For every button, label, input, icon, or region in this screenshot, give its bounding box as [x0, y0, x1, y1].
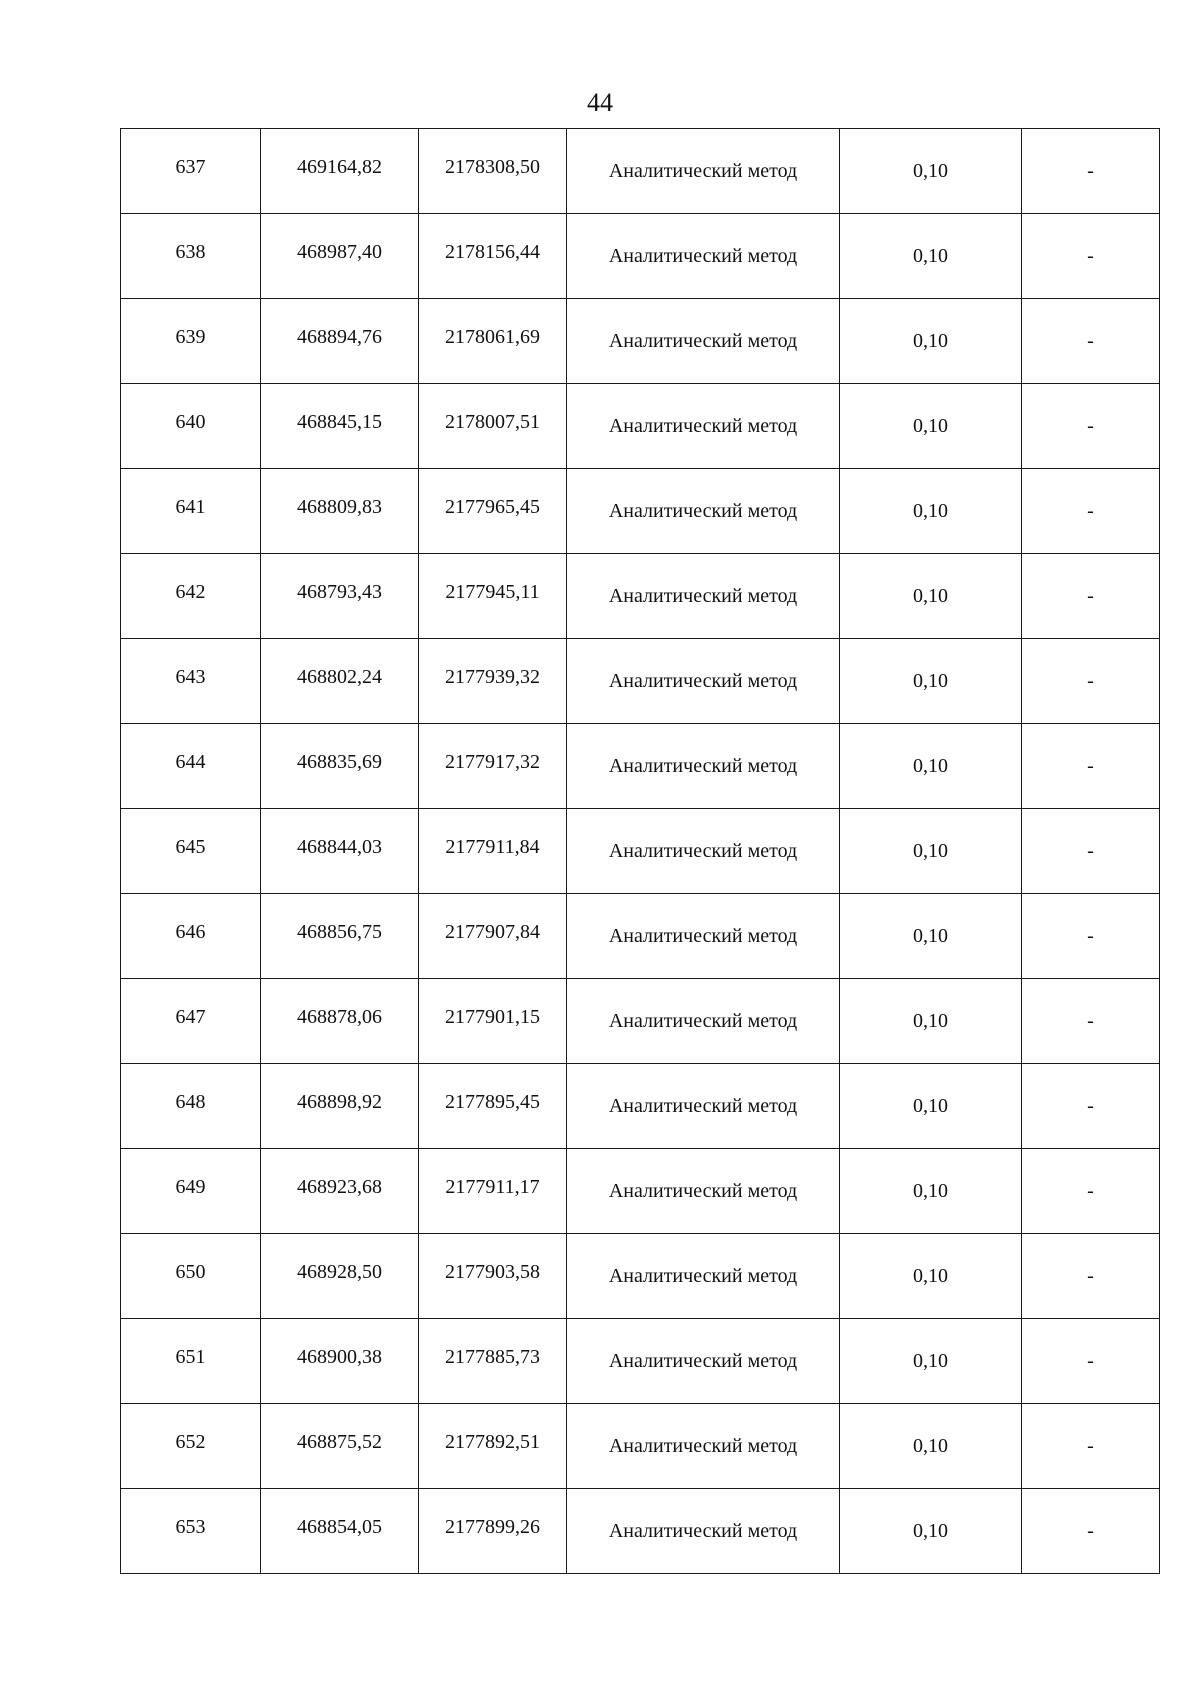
- point-number: 648: [175, 1091, 206, 1113]
- method-cell: [567, 1404, 840, 1489]
- table-row: [121, 129, 1160, 214]
- note-cell: [1022, 809, 1160, 894]
- x-coordinate-cell: [261, 1489, 419, 1574]
- method-cell: [567, 1234, 840, 1319]
- method-text: Аналитический метод: [608, 415, 798, 437]
- y-coordinate: 2178156,44: [445, 241, 540, 263]
- x-coordinate-cell: [261, 1404, 419, 1489]
- point-number-cell: [121, 639, 261, 724]
- x-coordinate-cell: [261, 979, 419, 1064]
- note-text: -: [1087, 500, 1094, 522]
- point-number-cell: [121, 1489, 261, 1574]
- method-text: Аналитический метод: [608, 1010, 798, 1032]
- table-row: [121, 1234, 1160, 1319]
- y-coordinate-cell: [419, 1489, 567, 1574]
- accuracy-cell: [840, 1149, 1022, 1234]
- coordinates-table-body: [121, 129, 1160, 1574]
- accuracy-cell: [840, 554, 1022, 639]
- table-row: [121, 1319, 1160, 1404]
- method-cell: [567, 979, 840, 1064]
- point-number-cell: [121, 724, 261, 809]
- accuracy-cell: [840, 1064, 1022, 1149]
- method-cell: [567, 639, 840, 724]
- x-coordinate-cell: [261, 469, 419, 554]
- y-coordinate-cell: [419, 894, 567, 979]
- accuracy-value: 0,10: [913, 1520, 948, 1542]
- x-coordinate-cell: [261, 639, 419, 724]
- table-row: [121, 469, 1160, 554]
- note-text: -: [1087, 1435, 1094, 1457]
- table-row: [121, 724, 1160, 809]
- accuracy-cell: [840, 299, 1022, 384]
- accuracy-value: 0,10: [913, 755, 948, 777]
- x-coordinate: 469164,82: [297, 156, 382, 178]
- table-row: [121, 809, 1160, 894]
- x-coordinate: 468900,38: [297, 1346, 382, 1368]
- method-text: Аналитический метод: [608, 1435, 798, 1457]
- x-coordinate-cell: [261, 894, 419, 979]
- accuracy-value: 0,10: [913, 670, 948, 692]
- y-coordinate-cell: [419, 639, 567, 724]
- x-coordinate: 468835,69: [297, 751, 382, 773]
- point-number-cell: [121, 979, 261, 1064]
- accuracy-cell: [840, 894, 1022, 979]
- note-cell: [1022, 129, 1160, 214]
- coordinates-table: [120, 128, 1160, 1574]
- point-number: 649: [175, 1176, 206, 1198]
- accuracy-cell: [840, 639, 1022, 724]
- point-number: 650: [175, 1261, 206, 1283]
- note-text: -: [1087, 755, 1094, 777]
- note-cell: [1022, 724, 1160, 809]
- note-cell: [1022, 214, 1160, 299]
- y-coordinate: 2177907,84: [445, 921, 540, 943]
- y-coordinate-cell: [419, 384, 567, 469]
- note-cell: [1022, 1234, 1160, 1319]
- y-coordinate-cell: [419, 1234, 567, 1319]
- y-coordinate: 2177885,73: [445, 1346, 540, 1368]
- note-text: -: [1087, 160, 1094, 182]
- x-coordinate: 468875,52: [297, 1431, 382, 1453]
- table-row: [121, 554, 1160, 639]
- accuracy-cell: [840, 129, 1022, 214]
- y-coordinate-cell: [419, 809, 567, 894]
- x-coordinate: 468923,68: [297, 1176, 382, 1198]
- point-number: 641: [175, 496, 206, 518]
- y-coordinate: 2177901,15: [445, 1006, 540, 1028]
- y-coordinate-cell: [419, 724, 567, 809]
- method-text: Аналитический метод: [608, 670, 798, 692]
- table-row: [121, 979, 1160, 1064]
- x-coordinate-cell: [261, 214, 419, 299]
- accuracy-cell: [840, 1404, 1022, 1489]
- y-coordinate: 2177917,32: [445, 751, 540, 773]
- x-coordinate: 468894,76: [297, 326, 382, 348]
- method-text: Аналитический метод: [608, 1350, 798, 1372]
- x-coordinate-cell: [261, 724, 419, 809]
- method-text: Аналитический метод: [608, 1520, 798, 1542]
- method-text: Аналитический метод: [608, 1180, 798, 1202]
- accuracy-cell: [840, 214, 1022, 299]
- point-number: 652: [175, 1431, 206, 1453]
- y-coordinate: 2178308,50: [445, 156, 540, 178]
- point-number-cell: [121, 1404, 261, 1489]
- y-coordinate-cell: [419, 1064, 567, 1149]
- point-number-cell: [121, 1234, 261, 1319]
- method-cell: [567, 1064, 840, 1149]
- note-text: -: [1087, 330, 1094, 352]
- y-coordinate: 2177965,45: [445, 496, 540, 518]
- method-text: Аналитический метод: [608, 1095, 798, 1117]
- x-coordinate: 468987,40: [297, 241, 382, 263]
- table-row: [121, 384, 1160, 469]
- accuracy-value: 0,10: [913, 1350, 948, 1372]
- x-coordinate-cell: [261, 1234, 419, 1319]
- method-cell: [567, 214, 840, 299]
- point-number-cell: [121, 129, 261, 214]
- method-cell: [567, 554, 840, 639]
- x-coordinate: 468878,06: [297, 1006, 382, 1028]
- x-coordinate-cell: [261, 1149, 419, 1234]
- note-cell: [1022, 639, 1160, 724]
- table-row: [121, 894, 1160, 979]
- method-cell: [567, 129, 840, 214]
- accuracy-cell: [840, 1489, 1022, 1574]
- accuracy-cell: [840, 809, 1022, 894]
- note-cell: [1022, 1404, 1160, 1489]
- note-cell: [1022, 1149, 1160, 1234]
- point-number: 651: [175, 1346, 206, 1368]
- x-coordinate-cell: [261, 384, 419, 469]
- note-text: -: [1087, 1180, 1094, 1202]
- y-coordinate: 2178007,51: [445, 411, 540, 433]
- table-row: [121, 1489, 1160, 1574]
- note-cell: [1022, 894, 1160, 979]
- point-number: 644: [175, 751, 206, 773]
- table-row: [121, 214, 1160, 299]
- accuracy-cell: [840, 469, 1022, 554]
- method-text: Аналитический метод: [608, 330, 798, 352]
- note-text: -: [1087, 840, 1094, 862]
- note-text: -: [1087, 1350, 1094, 1372]
- accuracy-value: 0,10: [913, 1095, 948, 1117]
- point-number: 639: [175, 326, 206, 348]
- note-text: -: [1087, 415, 1094, 437]
- note-cell: [1022, 1064, 1160, 1149]
- y-coordinate-cell: [419, 1319, 567, 1404]
- point-number-cell: [121, 1149, 261, 1234]
- note-text: -: [1087, 1265, 1094, 1287]
- accuracy-value: 0,10: [913, 330, 948, 352]
- y-coordinate-cell: [419, 1149, 567, 1234]
- note-text: -: [1087, 245, 1094, 267]
- accuracy-value: 0,10: [913, 1180, 948, 1202]
- y-coordinate: 2177945,11: [445, 581, 540, 603]
- point-number: 637: [175, 156, 206, 178]
- x-coordinate: 468802,24: [297, 666, 382, 688]
- method-text: Аналитический метод: [608, 925, 798, 947]
- page-number: 44: [587, 88, 613, 117]
- point-number: 653: [175, 1516, 206, 1538]
- point-number-cell: [121, 554, 261, 639]
- note-cell: [1022, 384, 1160, 469]
- y-coordinate-cell: [419, 469, 567, 554]
- note-text: -: [1087, 1010, 1094, 1032]
- y-coordinate: 2177895,45: [445, 1091, 540, 1113]
- point-number: 646: [175, 921, 206, 943]
- y-coordinate-cell: [419, 129, 567, 214]
- y-coordinate: 2177903,58: [445, 1261, 540, 1283]
- x-coordinate-cell: [261, 809, 419, 894]
- method-cell: [567, 1319, 840, 1404]
- method-text: Аналитический метод: [608, 840, 798, 862]
- method-cell: [567, 469, 840, 554]
- method-cell: [567, 894, 840, 979]
- note-cell: [1022, 469, 1160, 554]
- accuracy-value: 0,10: [913, 585, 948, 607]
- accuracy-value: 0,10: [913, 840, 948, 862]
- x-coordinate: 468793,43: [297, 581, 382, 603]
- x-coordinate-cell: [261, 1319, 419, 1404]
- note-cell: [1022, 1319, 1160, 1404]
- note-text: -: [1087, 925, 1094, 947]
- accuracy-value: 0,10: [913, 415, 948, 437]
- note-cell: [1022, 299, 1160, 384]
- y-coordinate: 2177911,84: [445, 836, 540, 858]
- table-row: [121, 1404, 1160, 1489]
- accuracy-cell: [840, 384, 1022, 469]
- x-coordinate: 468854,05: [297, 1516, 382, 1538]
- x-coordinate: 468844,03: [297, 836, 382, 858]
- method-text: Аналитический метод: [608, 500, 798, 522]
- note-text: -: [1087, 1520, 1094, 1542]
- point-number: 640: [175, 411, 206, 433]
- note-cell: [1022, 554, 1160, 639]
- method-cell: [567, 809, 840, 894]
- point-number-cell: [121, 1319, 261, 1404]
- y-coordinate: 2177899,26: [445, 1516, 540, 1538]
- accuracy-value: 0,10: [913, 925, 948, 947]
- accuracy-cell: [840, 979, 1022, 1064]
- accuracy-value: 0,10: [913, 500, 948, 522]
- point-number: 643: [175, 666, 206, 688]
- y-coordinate: 2177892,51: [445, 1431, 540, 1453]
- point-number-cell: [121, 469, 261, 554]
- method-cell: [567, 384, 840, 469]
- accuracy-value: 0,10: [913, 245, 948, 267]
- x-coordinate: 468809,83: [297, 496, 382, 518]
- y-coordinate-cell: [419, 214, 567, 299]
- point-number-cell: [121, 1064, 261, 1149]
- note-text: -: [1087, 1095, 1094, 1117]
- point-number-cell: [121, 299, 261, 384]
- method-text: Аналитический метод: [608, 160, 798, 182]
- method-text: Аналитический метод: [608, 1265, 798, 1287]
- point-number-cell: [121, 384, 261, 469]
- point-number: 642: [175, 581, 206, 603]
- accuracy-value: 0,10: [913, 160, 948, 182]
- note-cell: [1022, 979, 1160, 1064]
- accuracy-value: 0,10: [913, 1010, 948, 1032]
- y-coordinate-cell: [419, 299, 567, 384]
- accuracy-cell: [840, 724, 1022, 809]
- y-coordinate-cell: [419, 1404, 567, 1489]
- table-row: [121, 1064, 1160, 1149]
- y-coordinate-cell: [419, 979, 567, 1064]
- x-coordinate-cell: [261, 1064, 419, 1149]
- method-cell: [567, 1489, 840, 1574]
- y-coordinate: 2177939,32: [445, 666, 540, 688]
- accuracy-cell: [840, 1234, 1022, 1319]
- table-row: [121, 1149, 1160, 1234]
- accuracy-value: 0,10: [913, 1265, 948, 1287]
- method-cell: [567, 724, 840, 809]
- point-number: 638: [175, 241, 206, 263]
- point-number: 647: [175, 1006, 206, 1028]
- point-number-cell: [121, 809, 261, 894]
- note-text: -: [1087, 585, 1094, 607]
- y-coordinate: 2178061,69: [445, 326, 540, 348]
- x-coordinate: 468928,50: [297, 1261, 382, 1283]
- table-row: [121, 639, 1160, 724]
- x-coordinate: 468898,92: [297, 1091, 382, 1113]
- method-cell: [567, 299, 840, 384]
- x-coordinate-cell: [261, 554, 419, 639]
- table-row: [121, 299, 1160, 384]
- y-coordinate: 2177911,17: [445, 1176, 540, 1198]
- note-text: -: [1087, 670, 1094, 692]
- x-coordinate-cell: [261, 129, 419, 214]
- y-coordinate-cell: [419, 554, 567, 639]
- note-cell: [1022, 1489, 1160, 1574]
- x-coordinate: 468845,15: [297, 411, 382, 433]
- x-coordinate-cell: [261, 299, 419, 384]
- point-number-cell: [121, 894, 261, 979]
- point-number: 645: [175, 836, 206, 858]
- accuracy-value: 0,10: [913, 1435, 948, 1457]
- method-text: Аналитический метод: [608, 755, 798, 777]
- method-text: Аналитический метод: [608, 245, 798, 267]
- accuracy-cell: [840, 1319, 1022, 1404]
- method-text: Аналитический метод: [608, 585, 798, 607]
- method-cell: [567, 1149, 840, 1234]
- point-number-cell: [121, 214, 261, 299]
- x-coordinate: 468856,75: [297, 921, 382, 943]
